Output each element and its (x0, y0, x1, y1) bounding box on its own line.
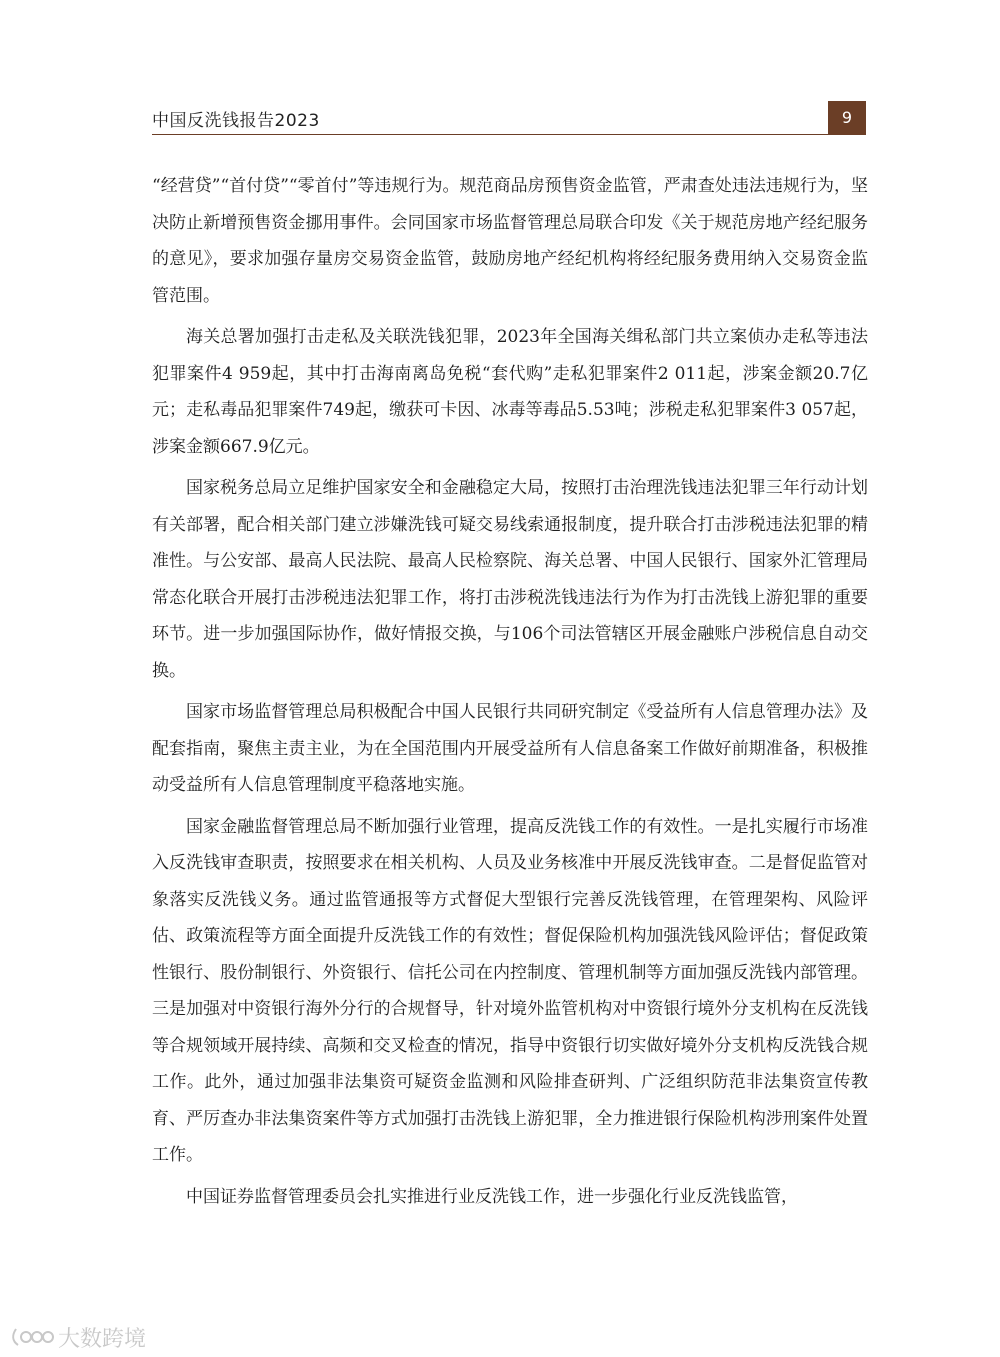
watermark-logo-icon (10, 1325, 54, 1349)
header-rule (152, 134, 830, 135)
paragraph: 国家税务总局立足维护国家安全和金融稳定大局，按照打击治理洗钱违法犯罪三年行动计划有关部署，配合相关部门建立涉嫌洗钱可疑交易线索通报制度，提升联合打击涉税违法犯罪的精准性。与公安部、最高人民法院、最高人民检察院、海关总署、中国人民银行、国家外汇管理局常态化联合开展打击涉税违法犯罪工作，将打击涉税洗钱违法行为作为打击洗钱上游犯罪的重要环节。进一步加强国际协作，做好情报交换，与106个司法管辖区开展金融账户涉税信息自动交换。 (152, 478, 868, 681)
paragraph: 中国证券监督管理委员会扎实推进行业反洗钱工作，进一步强化行业反洗钱监管， (186, 1186, 798, 1207)
watermark (10, 1322, 146, 1352)
page-number: 9 (828, 101, 866, 135)
paragraph: 国家市场监督管理总局积极配合中国人民银行共同研究制定《受益所有人信息管理办法》及配套指南，聚焦主责主业，为在全国范围内开展受益所有人信息备案工作做好前期准备，积极推动受益所有人信息管理制度平稳落地实施。 (152, 702, 868, 795)
paragraph: 海关总署加强打击走私及关联洗钱犯罪，2023年全国海关缉私部门共立案侦办走私等违法犯罪案件4 959起，其中打击海南离岛免税“套代购”走私犯罪案件2 011起，涉案金额20.7亿元；走私毒品犯罪案件749起，缴获可卡因、冰毒等毒品5.53吨；涉税走私犯罪案件3 057起，涉案金额667.9亿元。 (152, 327, 868, 457)
paragraph: “经营贷”“首付贷”“零首付”等违规行为。规范商品房预售资金监管，严肃查处违法违规行为，坚决防止新增预售资金挪用事件。会同国家市场监督管理总局联合印发《关于规范房地产经纪服务的意见》，要求加强存量房交易资金监管，鼓励房地产经纪机构将经纪服务费用纳入交易资金监管范围。 (152, 176, 868, 306)
watermark-text: 大数跨境 (58, 1326, 147, 1352)
page-header (152, 101, 866, 135)
paragraph: 国家金融监督管理总局不断加强行业管理，提高反洗钱工作的有效性。一是扎实履行市场准入反洗钱审查职责，按照要求在相关机构、人员及业务核准中开展反洗钱审查。二是督促监管对象落实反洗钱义务。通过监管通报等方式督促大型银行完善反洗钱管理，在管理架构、风险评估、政策流程等方面全面提升反洗钱工作的有效性；督促保险机构加强洗钱风险评估；督促政策性银行、股份制银行、外资银行、信托公司在内控制度、管理机制等方面加强反洗钱内部管理。三是加强对中资银行海外分行的合规督导，针对境外监管机构对中资银行境外分支机构在反洗钱等合规领域开展持续、高频和交叉检查的情况，指导中资银行切实做好境外分支机构反洗钱合规工作。此外，通过加强非法集资可疑资金监测和风险排查研判、广泛组织防范非法集资宣传教育、严厉查办非法集资案件等方式加强打击洗钱上游犯罪，全力推进银行保险机构涉刑案件处置工作。 (152, 816, 868, 1165)
report-title: 中国反洗钱报告2023 (152, 111, 320, 131)
body-text (152, 168, 868, 1220)
